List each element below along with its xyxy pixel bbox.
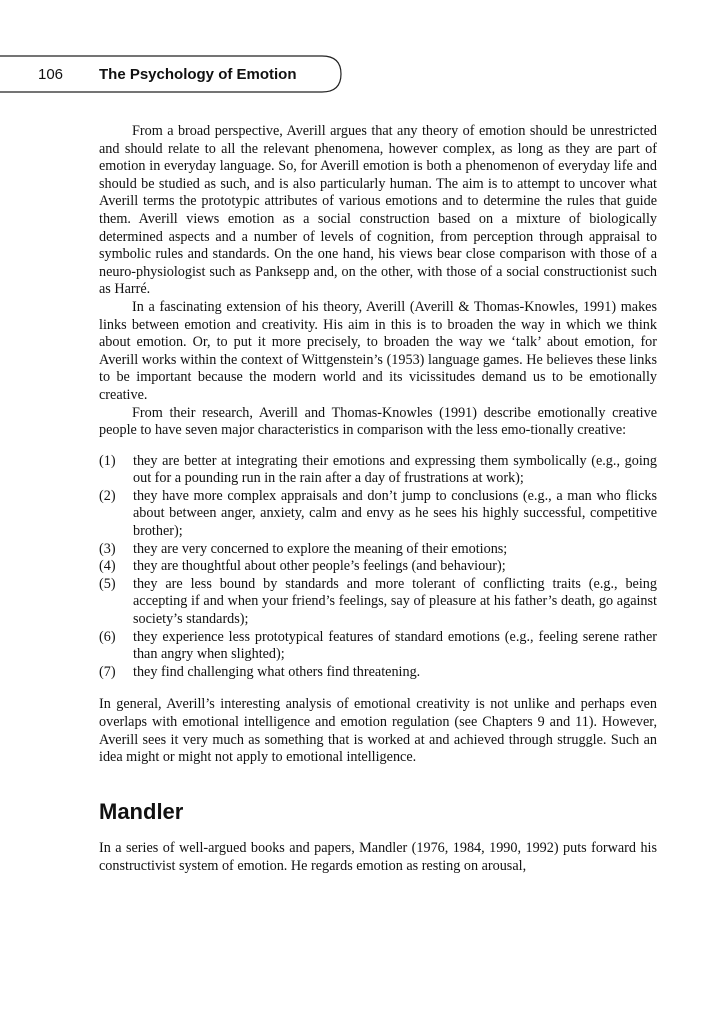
list-item-number: (1) xyxy=(99,452,116,469)
page-number: 106 xyxy=(38,66,64,83)
paragraph-averill-perspective: From a broad perspective, Averill argues that any theory of emotion should be unrestricted and should relate to all the relevant phenomena, however complex, as long as they are part of emotion in everyday language. So, for Averill emotion is both a phenomenon of everyday life and should be studied as such, and is also particularly human. The aim is to attempt to uncover what Averill terms the prototypic attributes of various emotions and to determine the rules that guide them. Averill views emotion as a social construction based on a mixture of biologically determined aspects and a number of levels of cognition, from perception through appraisal to symbolic rules and standards. On the one hand, his views bear close comparison with those of a neuro-physiologist such as Panksepp and, on the other, with those of a social constructionist such as Harré. xyxy=(99,123,657,298)
paragraph-mandler-intro: In a series of well-argued books and papers, Mandler (1976, 1984, 1990, 1992) puts forward his constructivist system of emotion. He regards emotion as resting on arousal, xyxy=(99,840,657,874)
creative-traits-list xyxy=(99,453,657,682)
list-item xyxy=(99,576,657,629)
list-item xyxy=(99,541,657,559)
section-heading-mandler: Mandler xyxy=(99,798,184,824)
list-item-text: they are less bound by standards and more tolerant of conflicting traits (e.g., being accepting if and when your friend’s feelings, say of pleasure at his father’s death, go against society’s standards); xyxy=(133,575,657,628)
list-item xyxy=(99,629,657,664)
list-item-number: (3) xyxy=(99,540,116,557)
list-item-text: they are thoughtful about other people’s feelings (and behaviour); xyxy=(133,558,506,575)
body-text xyxy=(99,123,657,876)
paragraph-summary: In general, Averill’s interesting analysis of emotional creativity is not unlike and perhaps even overlaps with emotional intelligence and emotion regulation (see Chapters 9 and 11). However, Averill sees it very much as something that is worked at and achieved through struggle. Such an idea might or might not apply to emotional intelligence. xyxy=(99,696,657,766)
list-item-number: (7) xyxy=(99,663,116,680)
paragraph-emotion-creativity: In a fascinating extension of his theory, Averill (Averill & Thomas-Knowles, 1991) makes links between emotion and creativity. His aim in this is to broaden the way in which we think about emotion. Or, to put it more precisely, to broaden the way we ‘talk’ about emotion, for Averill works within the context of Wittgenstein’s (1953) language games. He believes these links to be important because the modern world and its vicissitudes demand us to be emotionally creative. xyxy=(99,298,657,403)
list-item-text: they have more complex appraisals and don’t jump to conclusions (e.g., a man who flicks about between anger, anxiety, calm and envy as he sees his highly successful, competitive brother); xyxy=(133,487,657,540)
list-item-number: (4) xyxy=(99,558,116,575)
list-item xyxy=(99,488,657,541)
list-item xyxy=(99,558,657,576)
list-item-text: they find challenging what others find threatening. xyxy=(133,663,421,680)
list-item-number: (2) xyxy=(99,487,116,504)
list-item-text: they are very concerned to explore the meaning of their emotions; xyxy=(133,540,508,557)
running-title: The Psychology of Emotion xyxy=(99,66,297,83)
list-item-number: (5) xyxy=(99,575,116,592)
list-item-number: (6) xyxy=(99,628,116,645)
paragraph-research-intro: From their research, Averill and Thomas-Knowles (1991) describe emotionally creative people to have seven major characteristics in comparison with the less emo-tionally creative: xyxy=(99,404,657,439)
list-item xyxy=(99,453,657,488)
list-item-text: they are better at integrating their emotions and expressing them symbolically (e.g., going out for a pounding run in the rain after a day of frustrations at work); xyxy=(133,452,657,487)
list-item xyxy=(99,664,657,682)
list-item-text: they experience less prototypical features of standard emotions (e.g., feeling serene rather than angry when slighted); xyxy=(133,628,657,663)
